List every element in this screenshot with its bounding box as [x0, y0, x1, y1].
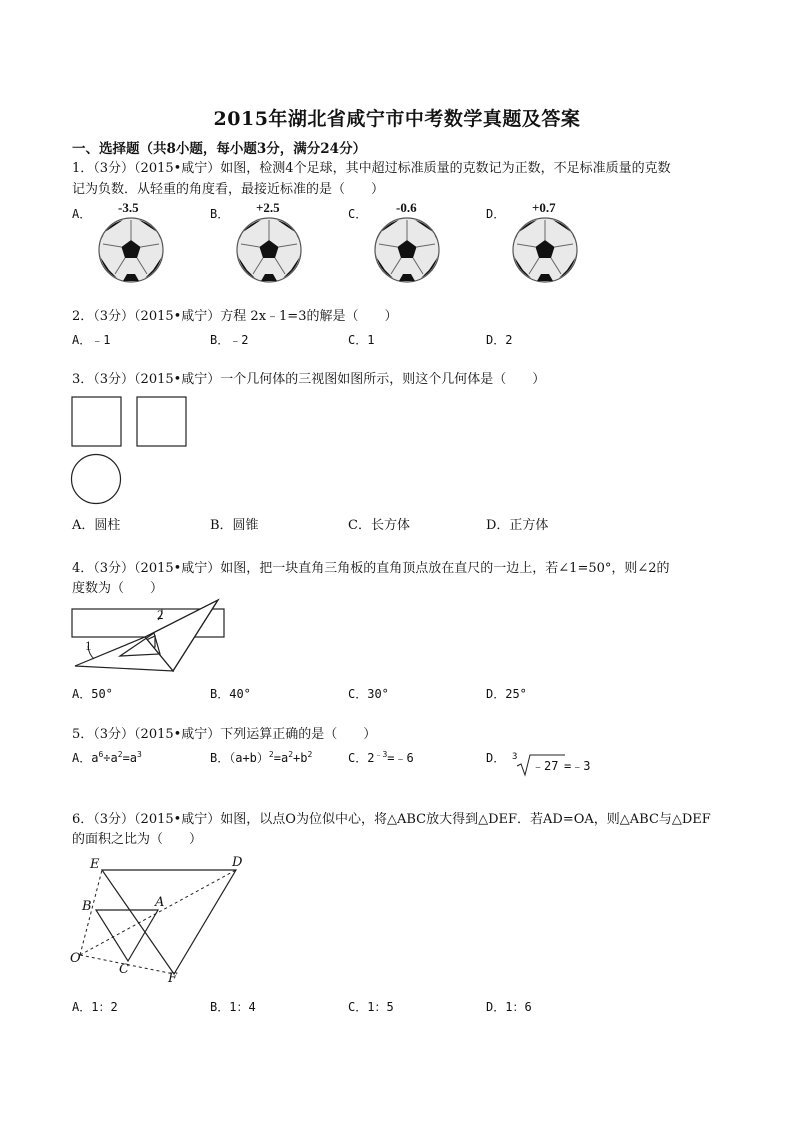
q4-option-c: C．30°	[348, 687, 389, 701]
q3-option-b: B．圆锥	[210, 518, 259, 533]
q1-ball-c-value: -0.6	[396, 200, 417, 215]
q6-option-a: A．1：2	[72, 1000, 118, 1014]
q5-option-d-label: D．	[486, 751, 506, 765]
point-f-label: F	[168, 971, 178, 986]
q6-option-d: D．1：6	[486, 1000, 532, 1014]
q3-stem: 3．（3分）（2015•咸宁）一个几何体的三视图如图所示，则这个几何体是（ ）	[72, 372, 546, 387]
q3-option-d: D．正方体	[486, 518, 549, 533]
soccer-ball-icon	[510, 216, 580, 284]
side-view-square	[137, 397, 186, 446]
triangle-def	[102, 870, 236, 974]
soccer-ball-icon	[96, 216, 166, 284]
point-c-label: C	[119, 962, 129, 977]
q4-option-a: A．50°	[72, 687, 113, 701]
q1-option-d: D．	[486, 207, 506, 221]
section-heading: 一、选择题（共8小题，每小题3分，满分24分）	[72, 141, 367, 157]
q1-option-c: C．	[348, 207, 368, 221]
q1-ball-b-value: +2.5	[256, 200, 280, 215]
point-o-label: O	[70, 951, 81, 966]
q1-stem-line1: 1．（3分）（2015•咸宁）如图，检测4个足球，其中超过标准质量的克数记为正数，不足标准质量的克数	[72, 161, 671, 176]
q4-stem-line1: 4．（3分）（2015•咸宁）如图，把一块直角三角板的直角顶点放在直尺的一边上，若∠1=50°，则∠2的	[72, 561, 670, 576]
q6-stem-line2: 的面积之比为（ ）	[72, 832, 203, 847]
point-a-label: A	[155, 895, 165, 910]
q5-option-d-result: =﹣3	[564, 759, 591, 773]
point-d-label: D	[232, 855, 243, 870]
q5-option-a: A．$a^6\div a^2=a^3$	[72, 750, 142, 765]
q4-angle2-label: 2	[157, 607, 164, 622]
soccer-ball-icon	[234, 216, 304, 284]
page-title: 2015年湖北省咸宁市中考数学真题及答案	[213, 108, 581, 130]
soccer-ball-icon	[372, 216, 442, 284]
q1-ball-d-value: +0.7	[532, 200, 556, 215]
three-view-figure	[70, 395, 192, 507]
q2-option-b: B．﹣2	[210, 333, 249, 347]
q5-option-c: C．$2^{﹣3}=﹣6$	[348, 750, 414, 765]
front-view-square	[72, 397, 121, 446]
q6-stem-line1: 6．（3分）（2015•咸宁）如图，以点O为位似中心，将△ABC放大得到△DEF．若AD=OA，则△ABC与△DEF	[72, 812, 711, 827]
q4-stem-line2: 度数为（ ）	[72, 581, 164, 596]
q1-option-a: A．	[72, 207, 92, 221]
top-view-circle	[72, 455, 121, 504]
q2-option-d: D．2	[486, 333, 513, 347]
q5-stem: 5．（3分）（2015•咸宁）下列运算正确的是（ ）	[72, 727, 377, 742]
q4-option-b: B．40°	[210, 687, 251, 701]
q3-option-a: A．圆柱	[72, 518, 121, 533]
q4-option-d: D．25°	[486, 687, 527, 701]
q5-option-b: B．$(a+b)^2=a^2+b^2$	[210, 750, 313, 765]
ruler-triangle-figure	[70, 598, 230, 674]
q5-root-index: 3	[512, 752, 518, 762]
q2-option-a: A．﹣1	[72, 333, 111, 347]
q5-radicand: ﹣27	[532, 759, 559, 773]
q2-stem: 2．（3分）（2015•咸宁）方程 2x﹣1=3的解是（ ）	[72, 309, 398, 324]
similarity-figure	[66, 852, 256, 988]
q2-option-c: C．1	[348, 333, 375, 347]
q4-angle1-label: 1	[85, 638, 92, 653]
q3-option-c: C．长方体	[348, 518, 410, 533]
q1-ball-a-value: -3.5	[118, 200, 139, 215]
q6-option-c: C．1：5	[348, 1000, 394, 1014]
q1-option-b: B．	[210, 207, 230, 221]
point-e-label: E	[90, 857, 100, 872]
q1-stem-line2: 记为负数．从轻重的角度看，最接近标准的是（ ）	[72, 182, 385, 197]
point-b-label: B	[82, 899, 92, 914]
q6-option-b: B．1：4	[210, 1000, 256, 1014]
